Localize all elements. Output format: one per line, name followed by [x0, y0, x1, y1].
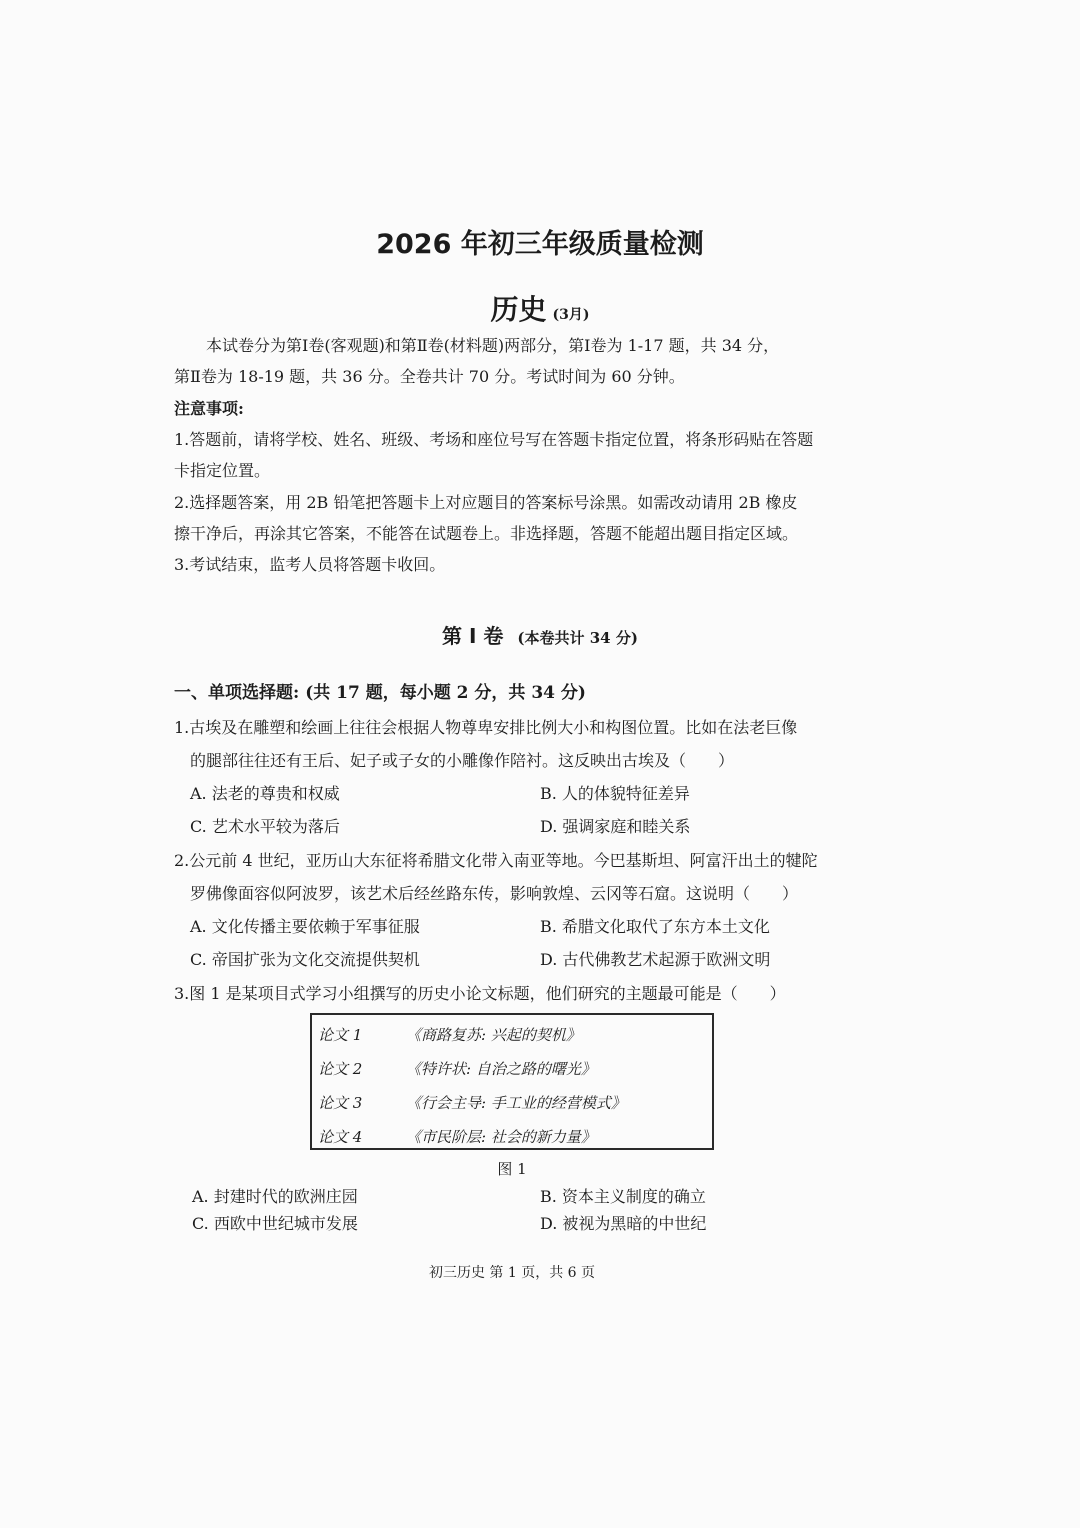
figure-row-1 [318, 1024, 581, 1045]
section-note: (本卷共计 34 分) [517, 629, 638, 647]
notice-item-2-line-2: 擦干净后，再涂其它答案，不能答在试题卷上。非选择题，答题不能超出题目指定区域。 [174, 524, 799, 543]
question-3-option-d[interactable]: D. 被视为黑暗的中世纪 [540, 1214, 707, 1233]
exam-month: (3月) [552, 307, 590, 323]
figure-row-4 [318, 1126, 596, 1147]
figure-row-1-label: 论文 1 [318, 1026, 363, 1044]
notice-item-1-line-1: 1.答题前，请将学校、姓名、班级、考场和座位号写在答题卡指定位置，将条形码贴在答题 [174, 430, 814, 449]
notice-item-2-line-1: 2.选择题答案，用 2B 铅笔把答题卡上对应题目的答案标号涂黑。如需改动请用 2B 橡皮 [174, 493, 798, 512]
question-1-option-a[interactable]: A. 法老的尊贵和权威 [190, 784, 340, 803]
question-3-option-b[interactable]: B. 资本主义制度的确立 [540, 1187, 706, 1206]
intro-line-2: 第Ⅱ卷为 18-19 题，共 36 分。全卷共计 70 分。考试时间为 60 分钟。 [174, 367, 685, 386]
exam-title: 2026 年初三年级质量检测 [376, 229, 704, 260]
question-2-option-d[interactable]: D. 古代佛教艺术起源于欧洲文明 [540, 950, 771, 969]
figure-row-4-label: 论文 4 [318, 1128, 363, 1146]
question-1-option-b[interactable]: B. 人的体貌特征差异 [540, 784, 690, 803]
question-2-option-c[interactable]: C. 帝国扩张为文化交流提供契机 [190, 950, 420, 969]
question-1-option-c[interactable]: C. 艺术水平较为落后 [190, 817, 340, 836]
figure-caption: 图 1 [497, 1160, 527, 1178]
figure-row-3-title: 《行会主导: 手工业的经营模式》 [406, 1094, 626, 1112]
question-2-stem-line-2: 罗佛像面容似阿波罗，该艺术后经丝路东传，影响敦煌、云冈等石窟。这说明（ ） [190, 884, 799, 903]
question-3-option-c[interactable]: C. 西欧中世纪城市发展 [192, 1214, 358, 1233]
intro-line-1: 本试卷分为第Ⅰ卷(客观题)和第Ⅱ卷(材料题)两部分，第Ⅰ卷为 1-17 题，共 34 分， [206, 336, 780, 355]
figure-row-2-label: 论文 2 [318, 1060, 363, 1078]
figure-row-2 [318, 1058, 596, 1079]
question-1-option-d[interactable]: D. 强调家庭和睦关系 [540, 817, 691, 836]
subject-name: 历史 [490, 293, 547, 326]
question-3-option-a[interactable]: A. 封建时代的欧洲庄园 [192, 1187, 358, 1206]
section-title: 第 Ⅰ 卷 [442, 624, 504, 648]
question-3-stem: 3.图 1 是某项目式学习小组撰写的历史小论文标题，他们研究的主题最可能是（ ） [174, 984, 786, 1003]
notice-heading: 注意事项: [174, 399, 244, 418]
page-footer: 初三历史 第 1 页，共 6 页 [428, 1265, 596, 1281]
section-heading [0, 620, 1080, 649]
figure-row-3 [318, 1092, 626, 1113]
question-2-stem-line-1: 2.公元前 4 世纪，亚历山大东征将希腊文化带入南亚等地。今巴基斯坦、阿富汗出土的犍陀 [174, 851, 818, 870]
question-1-stem-line-2: 的腿部往往还有王后、妃子或子女的小雕像作陪衬。这反映出古埃及（ ） [190, 751, 735, 770]
figure-row-2-title: 《特许状: 自治之路的曙光》 [406, 1060, 596, 1078]
subject-heading [0, 288, 1080, 328]
question-2-option-a[interactable]: A. 文化传播主要依赖于军事征服 [190, 917, 420, 936]
question-1-stem-line-1: 1.古埃及在雕塑和绘画上往往会根据人物尊卑安排比例大小和构图位置。比如在法老巨像 [174, 718, 798, 737]
part-heading: 一、单项选择题: (共 17 题，每小题 2 分，共 34 分) [174, 683, 586, 703]
figure-row-3-label: 论文 3 [318, 1094, 363, 1112]
notice-item-1-line-2: 卡指定位置。 [174, 461, 271, 480]
notice-item-3: 3.考试结束，监考人员将答题卡收回。 [174, 555, 446, 574]
figure-row-1-title: 《商路复苏: 兴起的契机》 [406, 1026, 581, 1044]
figure-row-4-title: 《市民阶层: 社会的新力量》 [406, 1128, 596, 1146]
question-2-option-b[interactable]: B. 希腊文化取代了东方本土文化 [540, 917, 770, 936]
